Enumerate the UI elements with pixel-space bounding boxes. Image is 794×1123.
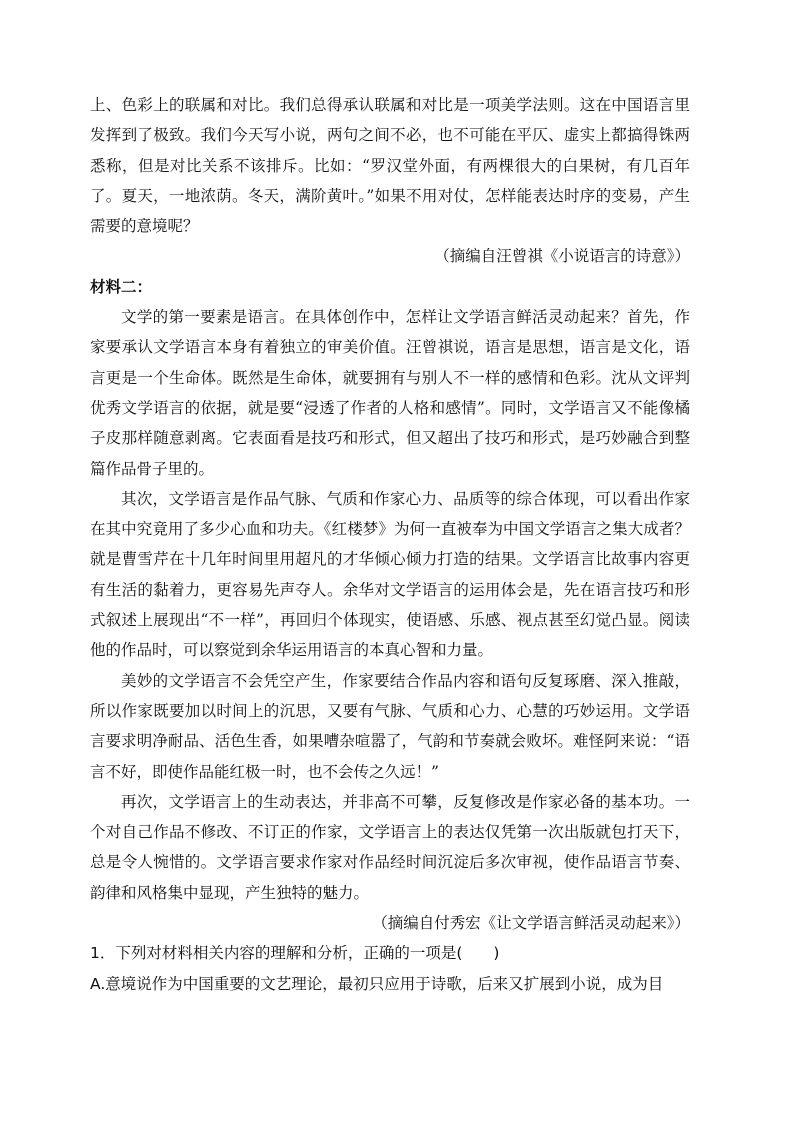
material2-source: （摘编自付秀宏《让文学语言鲜活灵动起来》）	[372, 914, 690, 933]
material2-paragraph-4: 再次，文学语言上的生动表达，并非高不可攀，反复修改是作家必备的基本功。一个对自己作品不修改、不订正的作家，文学语言上的表达仅凭第一次出版就包打天下，总是令人惋惜的。文学语言要求作家对作品经时间沉淀后多次审视，使作品语言节奏、韵律和风格集中显现，产生独特的魅力。	[90, 792, 690, 902]
material1-paragraph-tail: 上、色彩上的联属和对比。我们总得承认联属和对比是一项美学法则。这在中国语言里发挥到了极致。我们今天写小说，两句之间不必，也不可能在平仄、虚实上都搞得铢两悉称，但是对比关系不该排斥。比如：“罗汉堂外面，有两棵很大的白果树，有几百年了。夏天，一地浓荫。冬天，满阶黄叶。”如果不用对仗，怎样能表达时序的变易，产生需要的意境呢？	[90, 96, 690, 236]
material2-paragraph-3: 美妙的文学语言不会凭空产生，作家要结合作品内容和语句反复琢磨、深入推敲，所以作家既要加以时间上的沉思，又要有气脉、气质和心力、心慧的巧妙运用。文学语言要求明净耐品、活色生香，如果嘈杂喧嚣了，气韵和节奏就会败坏。难怪阿来说：“语言不好，即使作品能红极一时，也不会传之久远！”	[90, 671, 690, 781]
question-1-option-a: A.意境说作为中国重要的文艺理论，最初只应用于诗歌，后来又扩展到小说，成为目	[90, 974, 664, 993]
document-body	[90, 90, 690, 999]
material1-source: （摘编自汪曾祺《小说语言的诗意》）	[434, 247, 690, 266]
material2-paragraph-2: 其次，文学语言是作品气脉、气质和作家心力、品质等的综合体现，可以看出作家在其中究竟用了多少心血和功夫。《红楼梦》为何一直被奉为中国文学语言之集大成者？就是曹雪芹在十几年时间里用超凡的才华倾心倾力打造的结果。文学语言比故事内容更有生活的黏着力，更容易先声夺人。余华对文学语言的运用体会是，先在语言技巧和形式叙述上展现出“不一样”，再回归个体现实，使语感、乐感、视点甚至幻觉凸显。阅读他的作品时，可以察觉到余华运用语言的本真心智和力量。	[90, 489, 690, 660]
material2-heading: 材料二：	[90, 276, 153, 296]
material2-paragraph-1: 文学的第一要素是语言。在具体创作中，怎样让文学语言鲜活灵动起来？首先，作家要承认文学语言本身有着独立的审美价值。汪曾祺说，语言是思想，语言是文化，语言更是一个生命体。既然是生命体，就要拥有与别人不一样的感情和色彩。沈从文评判优秀文学语言的依据，就是要“浸透了作者的人格和感情”。同时，文学语言又不能像橘子皮那样随意剥离。它表面看是技巧和形式，但又超出了技巧和形式，是巧妙融合到整篇作品骨子里的。	[90, 308, 690, 478]
question-1: 1．下列对材料相关内容的理解和分析，正确的一项是( )	[90, 944, 500, 963]
